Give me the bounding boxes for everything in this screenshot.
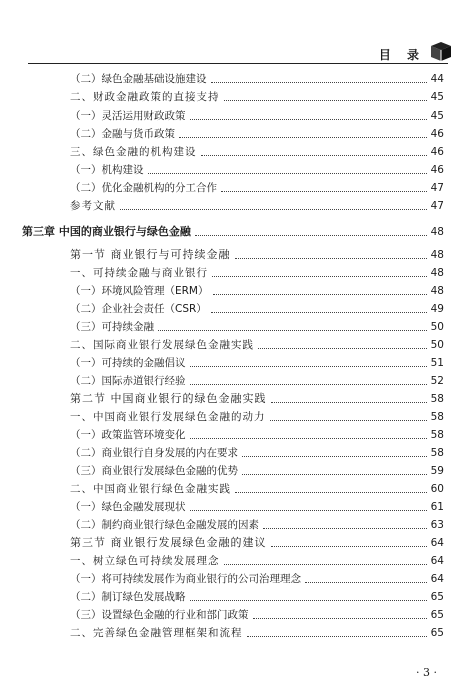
dot-leader — [263, 527, 427, 529]
toc-entry-title: 二、财政金融政策的直接支持 — [70, 91, 220, 103]
toc-entry-page: 61 — [430, 501, 444, 513]
dot-leader — [190, 365, 427, 367]
toc-entry-title: （二）优化金融机构的分工合作 — [70, 182, 217, 194]
toc-entry[interactable] — [70, 498, 444, 516]
toc-entry[interactable] — [70, 588, 444, 606]
toc-entry[interactable] — [70, 606, 444, 624]
toc-entry[interactable] — [70, 282, 444, 300]
page-header-title: 目 录 — [378, 48, 425, 62]
toc-entry-title: （一）绿色金融发展现状 — [70, 501, 186, 513]
toc-entry-title: 三、绿色金融的机构建设 — [70, 146, 197, 158]
toc-entry-title: （一）可持续的金融倡议 — [70, 357, 186, 369]
dot-leader — [179, 136, 427, 138]
toc-entry-title: 二、中国商业银行绿色金融实践 — [70, 483, 231, 495]
toc-entry[interactable] — [70, 426, 444, 444]
toc-entry[interactable] — [70, 107, 444, 125]
toc-entry-page: 46 — [430, 146, 444, 158]
dot-leader — [235, 491, 427, 493]
dot-leader — [235, 257, 427, 259]
dot-leader — [190, 599, 427, 601]
toc-entry-page: 49 — [430, 303, 444, 315]
dot-leader — [213, 293, 427, 295]
toc-entry-title: （二）国际赤道银行经验 — [70, 375, 186, 387]
toc-entry-title: 第二节 中国商业银行的绿色金融实践 — [70, 392, 267, 405]
dot-leader — [148, 172, 427, 174]
toc-entry-page: 63 — [430, 519, 444, 531]
toc-entry-page: 64 — [430, 573, 444, 585]
toc-entry-title: （一）环境风险管理（ERM） — [70, 285, 209, 297]
toc-entry-page: 58 — [430, 411, 444, 423]
toc-entry-title: （一）机构建设 — [70, 164, 144, 176]
toc-entry-page: 52 — [430, 375, 444, 387]
toc-entry[interactable] — [70, 624, 444, 642]
toc-entry-title: 一、中国商业银行发展绿色金融的动力 — [70, 411, 266, 423]
toc-entry-page: 59 — [430, 465, 444, 477]
dot-leader — [158, 329, 427, 331]
toc-entry-title: （三）可持续金融 — [70, 321, 154, 333]
toc-entry-title: 一、可持续金融与商业银行 — [70, 267, 208, 279]
toc-entry[interactable] — [70, 480, 444, 498]
toc-entry-title: （三）设置绿色金融的行业和部门政策 — [70, 609, 249, 621]
dot-leader — [247, 635, 427, 637]
dot-leader — [305, 581, 427, 583]
toc-entry[interactable] — [70, 70, 444, 88]
dot-leader — [212, 275, 427, 277]
toc-entry-page: 45 — [430, 91, 444, 103]
dot-leader — [190, 437, 427, 439]
dot-leader — [211, 81, 427, 83]
toc-entry-page: 48 — [430, 285, 444, 297]
toc-entry-page: 65 — [430, 627, 444, 639]
toc-entry-page: 46 — [430, 164, 444, 176]
toc-entry-page: 64 — [430, 555, 444, 567]
dot-leader — [271, 401, 427, 403]
toc-entry-page: 58 — [430, 447, 444, 459]
toc-entry[interactable] — [70, 179, 444, 197]
toc-entry[interactable] — [70, 462, 444, 480]
dot-leader — [190, 118, 427, 120]
toc-entry-page: 47 — [430, 182, 444, 194]
toc-entry[interactable] — [70, 300, 444, 318]
toc-entry-title: （二）绿色金融基础设施建设 — [70, 73, 207, 85]
toc-entry[interactable] — [70, 354, 444, 372]
toc-entry[interactable] — [70, 570, 444, 588]
toc-entry[interactable] — [70, 161, 444, 179]
dot-leader — [242, 455, 427, 457]
dot-leader — [253, 617, 427, 619]
dot-leader — [195, 234, 427, 236]
toc-entry-page: 44 — [430, 73, 444, 85]
toc-entry-title: （二）企业社会责任（CSR） — [70, 303, 207, 315]
toc-entry-title: 一、树立绿色可持续发展理念 — [70, 555, 220, 567]
toc-entry-page: 64 — [430, 537, 444, 549]
toc-entry-title: 二、国际商业银行发展绿色金融实践 — [70, 339, 254, 351]
toc-entry-title: （二）金融与货币政策 — [70, 128, 175, 140]
toc-section[interactable] — [70, 246, 444, 264]
toc-entry[interactable] — [70, 552, 444, 570]
toc-entry[interactable] — [70, 516, 444, 534]
dot-leader — [201, 154, 427, 156]
toc-entry-page: 48 — [430, 249, 444, 261]
toc-entry[interactable] — [70, 125, 444, 143]
toc-entry-page: 58 — [430, 429, 444, 441]
toc-entry[interactable] — [70, 336, 444, 354]
toc-entry[interactable] — [70, 197, 444, 215]
toc-section[interactable] — [70, 534, 444, 552]
toc-entry-title: 第三节 商业银行发展绿色金融的建议 — [70, 536, 267, 549]
toc-entry[interactable] — [70, 88, 444, 106]
toc-entry-title: （二）商业银行自身发展的内在要求 — [70, 447, 238, 459]
toc-entry-page: 48 — [430, 267, 444, 279]
toc-entry-title: （二）制约商业银行绿色金融发展的因素 — [70, 519, 259, 531]
toc-entry-page: 58 — [430, 393, 444, 405]
toc-entry-page: 60 — [430, 483, 444, 495]
toc-entry-title: 参考文献 — [70, 200, 116, 212]
dot-leader — [224, 99, 427, 101]
toc-entry[interactable] — [70, 408, 444, 426]
toc-entry-page: 50 — [430, 339, 444, 351]
toc-entry-title: （一）将可持续发展作为商业银行的公司治理理念 — [70, 573, 301, 585]
page-header — [28, 0, 473, 70]
toc-entry-page: 65 — [430, 591, 444, 603]
header-rule — [28, 63, 448, 64]
dot-leader — [224, 563, 427, 565]
toc-entry-page: 51 — [430, 357, 444, 369]
toc-entry[interactable] — [70, 264, 444, 282]
toc-entry-title: 二、完善绿色金融管理框架和流程 — [70, 627, 243, 639]
dot-leader — [211, 311, 427, 313]
toc-entry-page: 65 — [430, 609, 444, 621]
toc-entry[interactable] — [70, 444, 444, 462]
toc-entry-title: 第三章 中国的商业银行与绿色金融 — [22, 225, 191, 238]
toc-entry-title: （一）灵活运用财政政策 — [70, 110, 186, 122]
dot-leader — [190, 383, 427, 385]
dot-leader — [270, 419, 427, 421]
toc-entry-title: （三）商业银行发展绿色金融的优势 — [70, 465, 238, 477]
toc-entry-page: 48 — [430, 226, 444, 238]
dot-leader — [120, 208, 427, 210]
page-number: · 3 · — [416, 666, 437, 679]
toc-entry[interactable] — [70, 372, 444, 390]
toc-entry-page: 45 — [430, 110, 444, 122]
toc-entry-title: （二）制订绿色发展战略 — [70, 591, 186, 603]
dot-leader — [221, 190, 427, 192]
toc-entry-page: 47 — [430, 200, 444, 212]
toc-chapter[interactable] — [22, 223, 444, 241]
toc-entry-title: 第一节 商业银行与可持续金融 — [70, 248, 231, 261]
dot-leader — [271, 545, 427, 547]
dot-leader — [258, 347, 427, 349]
toc-entry[interactable] — [70, 143, 444, 161]
toc-section[interactable] — [70, 390, 444, 408]
toc-entry[interactable] — [70, 318, 444, 336]
dot-leader — [242, 473, 427, 475]
toc-entry-title: （一）政策监管环境变化 — [70, 429, 186, 441]
book-icon — [429, 40, 453, 62]
dot-leader — [190, 509, 427, 511]
toc-entry-page: 46 — [430, 128, 444, 140]
toc-entry-page: 50 — [430, 321, 444, 333]
